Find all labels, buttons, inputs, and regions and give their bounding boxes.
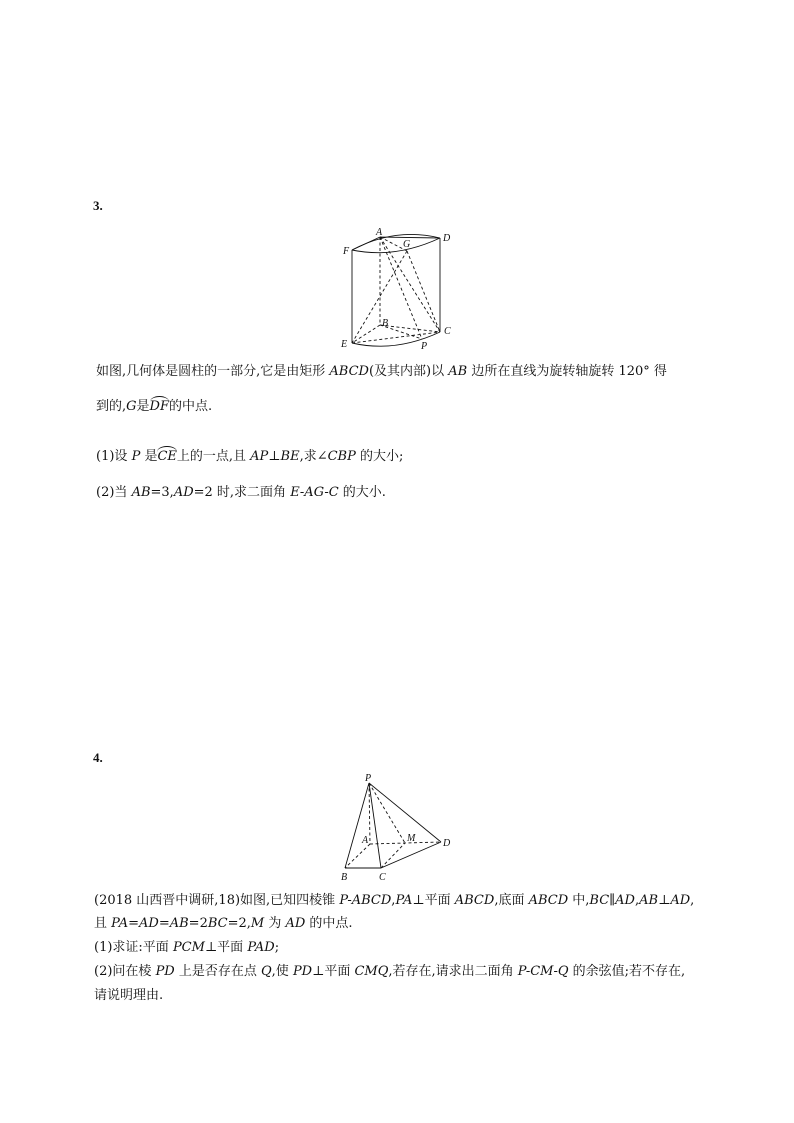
edge-c-d bbox=[381, 842, 441, 868]
top-arc-f-d bbox=[352, 234, 440, 250]
text-fragment: 的大小; bbox=[355, 449, 404, 464]
text-fragment: 边所在直线为旋转轴旋转 120° 得 bbox=[467, 364, 667, 379]
text-fragment: AD bbox=[615, 893, 635, 908]
text-fragment: 如图,已知四棱锥 bbox=[240, 893, 340, 908]
text-fragment: =3, bbox=[150, 485, 174, 500]
text-fragment: 上的一点,且 bbox=[176, 449, 251, 464]
label-c: C bbox=[379, 872, 386, 883]
text-fragment: AD bbox=[139, 916, 159, 931]
label-d: D bbox=[443, 838, 451, 849]
label-p: P bbox=[421, 341, 428, 352]
problem-4-question-2-line-1 bbox=[94, 962, 685, 982]
edge-g-e bbox=[352, 251, 407, 343]
text-fragment: ,若存在,请求出二面角 bbox=[388, 964, 518, 979]
text-fragment: 中, bbox=[568, 893, 590, 908]
text-fragment: BE bbox=[280, 449, 300, 464]
edge-a-c bbox=[380, 237, 440, 332]
edge-b-c bbox=[380, 325, 440, 332]
text-fragment: 上是否存在点 bbox=[174, 964, 261, 979]
label-g: G bbox=[403, 239, 411, 250]
label-a: A bbox=[376, 227, 383, 238]
edge-g-c bbox=[407, 251, 440, 332]
problem-4-source: (2018 山西晋中调研,18) bbox=[94, 893, 241, 908]
problem-3-number: 3. bbox=[93, 198, 103, 213]
edge-p-c bbox=[369, 783, 381, 868]
text-fragment: CMQ bbox=[354, 964, 389, 979]
text-fragment: ; bbox=[274, 940, 280, 955]
text-fragment: CBP bbox=[327, 449, 356, 464]
text-fragment: =2 bbox=[188, 916, 208, 931]
text-fragment: AB bbox=[131, 485, 151, 500]
arc-df: DF bbox=[150, 397, 169, 417]
problem-4-statement-line-2 bbox=[94, 914, 353, 934]
text-fragment: , bbox=[634, 893, 640, 908]
text-fragment: PD bbox=[292, 964, 313, 979]
problem-4-question-1 bbox=[94, 938, 279, 958]
text-fragment: BC bbox=[207, 916, 228, 931]
text-fragment: 的中点. bbox=[305, 916, 353, 931]
text-fragment: AB bbox=[448, 364, 468, 379]
text-fragment: 的中点. bbox=[169, 399, 213, 414]
text-fragment: PAD bbox=[247, 940, 275, 955]
problem-3-intro-line-1 bbox=[96, 362, 667, 382]
edge-a-d bbox=[380, 237, 440, 238]
edge-p-m bbox=[369, 783, 405, 843]
problem-4-question-2-line-2: 请说明理由. bbox=[94, 988, 164, 1003]
text-fragment: M bbox=[250, 916, 265, 931]
edge-a-f bbox=[352, 237, 380, 250]
problem-4-statement-line-1 bbox=[94, 891, 694, 911]
text-fragment: AP bbox=[250, 449, 269, 464]
text-fragment: = bbox=[158, 916, 170, 931]
text-fragment: P-CM-Q bbox=[517, 964, 569, 979]
text-fragment: E-AG-C bbox=[290, 485, 339, 500]
text-fragment: (1)设 bbox=[96, 449, 132, 464]
text-fragment: PD bbox=[155, 964, 175, 979]
text-fragment: 如图,几何体是圆柱的一部分,它是由矩形 bbox=[96, 364, 330, 379]
label-d: D bbox=[443, 233, 451, 244]
text-fragment: 且 bbox=[94, 916, 112, 931]
text-fragment: ABCD bbox=[329, 364, 369, 379]
text-fragment: 是 bbox=[136, 399, 150, 414]
text-fragment: G bbox=[126, 399, 137, 414]
text-fragment: ABCD bbox=[454, 893, 495, 908]
text-fragment: = bbox=[128, 916, 139, 931]
text-fragment: (及其内部)以 bbox=[368, 364, 449, 379]
text-fragment: ABCD bbox=[528, 893, 569, 908]
text-fragment: 到的, bbox=[96, 399, 127, 414]
text-fragment: ,求∠ bbox=[299, 449, 328, 464]
text-fragment: AB bbox=[639, 893, 659, 908]
text-fragment: (2)问在棱 bbox=[94, 964, 156, 979]
text-fragment: ,使 bbox=[271, 964, 293, 979]
problem-3-intro-line-2 bbox=[96, 397, 212, 417]
edge-c-m bbox=[381, 843, 405, 868]
text-fragment: ⊥ bbox=[268, 449, 281, 464]
edge-p-d bbox=[369, 783, 441, 842]
problem-3-question-1 bbox=[96, 447, 403, 467]
text-fragment: ⊥平面 bbox=[204, 940, 248, 955]
text-fragment: (2)当 bbox=[96, 485, 132, 500]
text-fragment: , bbox=[690, 893, 695, 908]
text-fragment: , bbox=[391, 893, 396, 908]
edge-a-d bbox=[370, 842, 441, 844]
problem-4-figure bbox=[335, 770, 460, 885]
label-b: B bbox=[341, 872, 348, 883]
text-fragment: PA bbox=[111, 916, 129, 931]
text-fragment: =2, bbox=[227, 916, 251, 931]
text-fragment: ,底面 bbox=[494, 893, 529, 908]
text-fragment: 是 bbox=[140, 449, 158, 464]
text-fragment: PCM bbox=[172, 940, 205, 955]
text-fragment: P bbox=[131, 449, 141, 464]
text-fragment: ∥ bbox=[609, 893, 616, 908]
text-fragment: AB bbox=[169, 916, 189, 931]
label-f: F bbox=[343, 246, 350, 257]
text-fragment: P-ABCD bbox=[339, 893, 392, 908]
text-fragment: AD bbox=[670, 893, 691, 908]
problem-4-number: 4. bbox=[93, 750, 103, 765]
label-c: C bbox=[444, 326, 451, 337]
label-a: A bbox=[362, 835, 369, 846]
problem-3-question-2 bbox=[96, 483, 386, 503]
text-fragment: ⊥ bbox=[658, 893, 671, 908]
text-fragment: ⊥平面 bbox=[312, 964, 355, 979]
text-fragment: AD bbox=[173, 485, 194, 500]
text-fragment: (1)求证:平面 bbox=[94, 940, 173, 955]
text-fragment: BC bbox=[589, 893, 610, 908]
text-fragment: =2 时,求二面角 bbox=[193, 485, 291, 500]
text-fragment: 的余弦值;若不存在, bbox=[568, 964, 686, 979]
text-fragment: ⊥平面 bbox=[412, 893, 455, 908]
text-fragment: 的大小. bbox=[338, 485, 386, 500]
arc-ce: CE bbox=[157, 447, 176, 467]
text-fragment: Q bbox=[261, 964, 272, 979]
label-e: E bbox=[341, 339, 348, 350]
label-b: B bbox=[382, 318, 389, 329]
edge-p-b bbox=[345, 783, 369, 868]
problem-3-figure bbox=[335, 225, 465, 355]
label-m: M bbox=[407, 833, 416, 844]
text-fragment: PA bbox=[395, 893, 413, 908]
label-p: P bbox=[365, 773, 372, 784]
text-fragment: 为 bbox=[264, 916, 286, 931]
text-fragment: AD bbox=[285, 916, 306, 931]
